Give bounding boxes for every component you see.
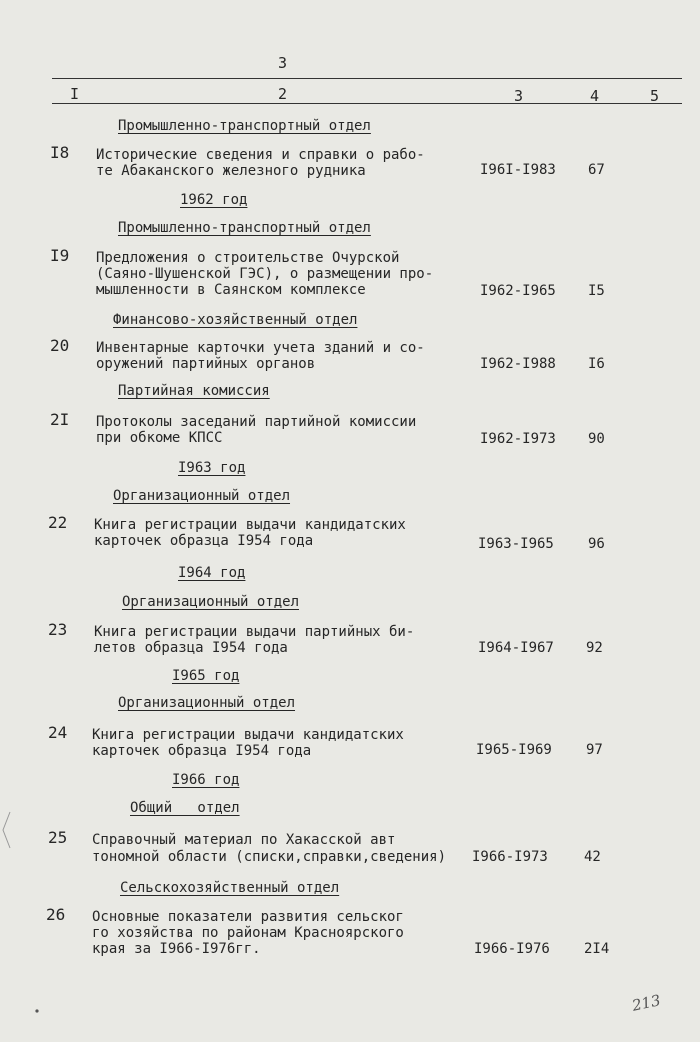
entry-title-line: те Абаканского железного рудника (96, 163, 366, 179)
entry-dates: I966-I973 (472, 849, 548, 865)
entry-count: 96 (588, 536, 605, 552)
entry-title-line: го хозяйства по районам Красноярского (92, 925, 404, 941)
entry-number: 26 (46, 905, 66, 924)
section-heading: Сельскохозяйственный отдел (120, 880, 340, 896)
entry-number: 24 (48, 723, 68, 742)
entry-count: I6 (588, 356, 605, 372)
entry-title-line: Справочный материал по Хакасской авт (92, 832, 396, 848)
entry-title-line: Исторические сведения и справки о рабо- (96, 147, 425, 163)
entry-count: 90 (588, 431, 605, 447)
entry-title-line: карточек образца I954 года (92, 743, 312, 759)
entry-number: I9 (50, 246, 70, 265)
year-heading: I963 год (178, 460, 246, 476)
entry-dates: I962-I988 (480, 356, 556, 372)
column-header-4: 4 (590, 87, 600, 105)
entry-dates: I963-I965 (478, 536, 554, 552)
entry-title-line: мышленности в Саянском комплексе (96, 282, 366, 298)
section-heading: Финансово-хозяйственный отдел (113, 312, 358, 328)
entry-count: 67 (588, 162, 605, 178)
year-heading: I966 год (172, 772, 240, 788)
section-heading: Организационный отдел (122, 594, 300, 610)
entry-title-line: (Саяно-Шушенской ГЭС), о размещении про- (96, 266, 434, 282)
entry-title-line: тономной области (списки,справки,сведения) (92, 849, 447, 865)
margin-dot (34, 1008, 40, 1014)
entry-title-line: Протоколы заседаний партийной комиссии (96, 414, 417, 430)
entry-number: 23 (48, 620, 68, 639)
entry-count: 42 (584, 849, 601, 865)
entry-number: 2I (50, 410, 70, 429)
entry-title-line: Книга регистрации выдачи кандидатских (92, 727, 404, 743)
section-heading: Организационный отдел (118, 695, 296, 711)
entry-title-line: Инвентарные карточки учета зданий и со- (96, 340, 425, 356)
page-number: 3 (278, 54, 288, 72)
margin-mark-left (0, 810, 14, 850)
year-heading: I965 год (172, 668, 240, 684)
entry-count: 2I4 (584, 941, 610, 957)
entry-dates: I962-I973 (480, 431, 556, 447)
section-heading: Общий отдел (130, 800, 240, 816)
entry-title-line: карточек образца I954 года (94, 533, 314, 549)
section-heading: Промышленно-транспортный отдел (118, 220, 371, 236)
entry-dates: I964-I967 (478, 640, 554, 656)
column-header-1: I (70, 85, 80, 103)
entry-title-line: Предложения о строительстве Очурской (96, 250, 400, 266)
header-rule-bottom (52, 103, 682, 104)
entry-title-line: Книга регистрации выдачи партийных би- (94, 624, 415, 640)
entry-number: 20 (50, 336, 70, 355)
entry-number: 22 (48, 513, 68, 532)
column-header-5: 5 (650, 87, 660, 105)
year-heading: 1962 год (180, 192, 248, 208)
header-rule-top (52, 78, 682, 79)
column-header-2: 2 (278, 85, 288, 103)
section-heading: Организационный отдел (113, 488, 291, 504)
entry-title-line: летов образца I954 года (94, 640, 288, 656)
entry-count: 92 (586, 640, 603, 656)
entry-title-line: оружений партийных органов (96, 356, 316, 372)
entry-dates: I966-I976 (474, 941, 550, 957)
entry-title-line: Книга регистрации выдачи кандидатских (94, 517, 406, 533)
section-heading: Партийная комиссия (118, 383, 270, 399)
entry-number: I8 (50, 143, 70, 162)
section-heading: Промышленно-транспортный отдел (118, 118, 371, 134)
entry-dates: I965-I969 (476, 742, 552, 758)
column-header-3: 3 (514, 87, 524, 105)
entry-title-line: Основные показатели развития сельског (92, 909, 404, 925)
entry-count: I5 (588, 283, 605, 299)
entry-title-line: при обкоме КПСС (96, 430, 223, 446)
handwritten-note: 213 (630, 991, 663, 1015)
entry-count: 97 (586, 742, 603, 758)
entry-dates: I962-I965 (480, 283, 556, 299)
year-heading: I964 год (178, 565, 246, 581)
entry-dates: I96I-I983 (480, 162, 556, 178)
entry-number: 25 (48, 828, 68, 847)
entry-title-line: края за I966-I976гг. (92, 941, 261, 957)
